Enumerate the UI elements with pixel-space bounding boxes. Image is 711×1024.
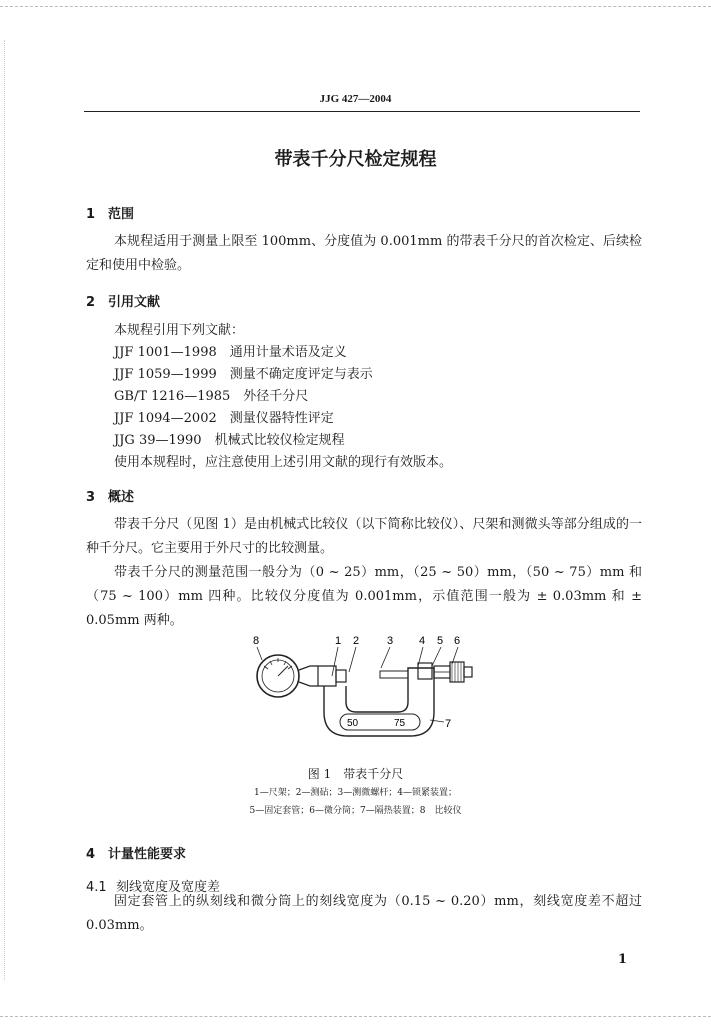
scan-edge-left xyxy=(4,40,5,980)
standard-code: JJG 427—2004 xyxy=(319,93,392,105)
document-title: 带表千分尺检定规程 xyxy=(274,149,437,170)
section-3-paragraph-1: 带表千分尺（见图 1）是由机械式比较仪（以下简称比较仪）、尺架和测微头等部分组成的一种千分尺。它主要用于外尺寸的比较测量。 xyxy=(86,517,642,556)
section-4-heading xyxy=(86,843,186,862)
reference-item: JJF 1094—2002 测量仪器特性评定 xyxy=(114,411,334,426)
section-3-paragraph-2: 带表千分尺的测量范围一般分为（0 ~ 25）mm，（25 ~ 50）mm，（50 ~ 75）mm 和（75 ~ 100）mm 四种。比较仪分度值为 0.001mm，示值范围一般为 ± 0.03mm 和 ± 0.05mm 两种。 xyxy=(86,565,642,628)
section-4-1-paragraph: 固定套管上的纵刻线和微分筒上的刻线宽度为（0.15 ~ 0.20）mm，刻线宽度差不超过 0.03mm。 xyxy=(86,894,642,933)
section-4-1-number: 4.1 xyxy=(86,880,107,895)
callout-1: 1 xyxy=(335,635,342,647)
page-number: 1 xyxy=(618,952,628,967)
frame-label-75: 75 xyxy=(394,718,406,729)
section-2-intro: 本规程引用下列文献： xyxy=(114,323,245,338)
reference-item: JJF 1059—1999 测量不确定度评定与表示 xyxy=(114,367,373,382)
callout-4: 4 xyxy=(419,635,426,647)
section-3-title: 概述 xyxy=(108,490,135,505)
frame-label-50: 50 xyxy=(347,718,359,729)
section-3-number: 3 xyxy=(86,490,96,505)
section-1-title: 范围 xyxy=(108,207,135,222)
section-1-heading xyxy=(86,203,134,222)
header-rule xyxy=(84,111,640,112)
section-4-title: 计量性能要求 xyxy=(108,847,187,862)
callout-7: 7 xyxy=(445,718,452,730)
callout-8: 8 xyxy=(253,635,260,647)
comparator-dial xyxy=(257,655,299,697)
section-2-heading xyxy=(86,291,160,310)
scan-edge-top xyxy=(0,6,711,7)
section-2-note: 使用本规程时，应注意使用上述引用文献的现行有效版本。 xyxy=(114,455,453,470)
section-2-title: 引用文献 xyxy=(108,295,161,310)
section-3-heading xyxy=(86,486,134,505)
micrometer-figure xyxy=(240,632,480,750)
reference-item: JJG 39—1990 机械式比较仪检定规程 xyxy=(114,433,345,448)
section-4-1-title: 刻线宽度及宽度差 xyxy=(116,880,221,895)
callout-3: 3 xyxy=(387,635,394,647)
figure-legend-line-1: 1—尺架；2—测砧；3—测微螺杆；4—锁紧装置； xyxy=(254,788,457,798)
spindle xyxy=(380,671,408,678)
figure-caption: 图 1 带表千分尺 xyxy=(307,767,404,781)
reference-item: GB/T 1216—1985 外径千分尺 xyxy=(114,389,309,404)
figure-legend-line-2: 5—固定套管；6—微分筒；7—隔热装置；8 比较仪 xyxy=(249,806,462,816)
section-4-number: 4 xyxy=(86,847,96,862)
callout-5: 5 xyxy=(437,635,444,647)
section-1-number: 1 xyxy=(86,207,96,222)
section-1-paragraph: 本规程适用于测量上限至 100mm、分度值为 0.001mm 的带表千分尺的首次检定、后续检定和使用中检验。 xyxy=(86,234,642,273)
callout-6: 6 xyxy=(454,635,461,647)
section-2-number: 2 xyxy=(86,295,96,310)
scan-edge-bottom xyxy=(0,1016,711,1017)
callout-2: 2 xyxy=(353,635,360,647)
reference-item: JJF 1001—1998 通用计量术语及定义 xyxy=(114,345,347,360)
